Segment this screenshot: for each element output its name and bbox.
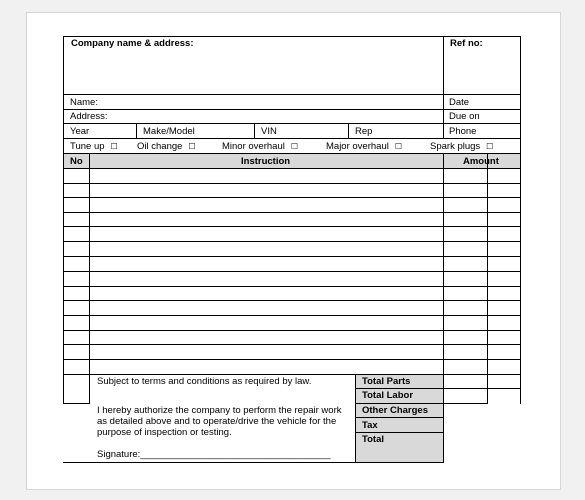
grid-line-horizontal (63, 123, 521, 124)
due-on-field[interactable]: Due on (449, 111, 480, 122)
grid-line-horizontal (63, 197, 521, 198)
grid-line-horizontal (63, 374, 521, 375)
grid-line-vertical (89, 374, 90, 403)
address-field[interactable]: Address: (70, 111, 108, 122)
grid-line-horizontal (63, 168, 521, 169)
grid-line-vertical (348, 123, 349, 138)
service-minor-overhaul[interactable]: Minor overhaul ☐ (222, 141, 299, 152)
grid-line-horizontal (355, 403, 488, 404)
make-model-field[interactable]: Make/Model (143, 126, 195, 137)
grid-line-horizontal (63, 212, 521, 213)
grid-line-vertical (89, 153, 90, 374)
grid-line-horizontal (355, 432, 444, 433)
grid-line-vertical (254, 123, 255, 138)
grid-line-horizontal (63, 403, 90, 404)
signature-field[interactable]: Signature:____________________________________ (97, 449, 331, 460)
grid-line-horizontal (63, 109, 521, 110)
vin-field[interactable]: VIN (261, 126, 277, 137)
grid-line-horizontal (355, 417, 444, 418)
grid-line-horizontal (63, 344, 521, 345)
grid-line-horizontal (63, 315, 521, 316)
company-label: Company name & address: (71, 38, 194, 49)
total-labor-label: Total Labor (362, 390, 414, 401)
service-spark-plugs[interactable]: Spark plugs ☐ (430, 141, 494, 152)
grid-line-horizontal (63, 300, 521, 301)
grid-line-vertical (63, 36, 64, 404)
service-oil-change[interactable]: Oil change ☐ (137, 141, 196, 152)
grid-line-horizontal (63, 256, 521, 257)
grid-line-horizontal (63, 153, 521, 154)
grid-line-horizontal (63, 94, 521, 95)
ref-no-label: Ref no: (450, 38, 483, 49)
grid-line-horizontal (63, 286, 521, 287)
col-instruction-header: Instruction (241, 156, 291, 167)
grid-line-vertical (136, 123, 137, 138)
grid-line-horizontal (63, 271, 521, 272)
service-tune-up[interactable]: Tune up ☐ (70, 141, 118, 152)
grid-line-vertical (487, 153, 488, 404)
terms-text: Subject to terms and conditions as required by law. (97, 376, 312, 387)
tax-label: Tax (362, 420, 378, 431)
other-charges-label: Other Charges (362, 405, 428, 416)
grid-line-horizontal (63, 226, 521, 227)
name-field[interactable]: Name: (70, 97, 98, 108)
col-no-header: No (70, 156, 83, 167)
checkbox-icon[interactable]: ☐ (110, 142, 118, 151)
service-major-overhaul[interactable]: Major overhaul ☐ (326, 141, 403, 152)
date-field[interactable]: Date (449, 97, 470, 108)
grid-line-horizontal (63, 462, 444, 463)
grid-line-vertical (520, 36, 521, 404)
grid-line-horizontal (63, 359, 521, 360)
checkbox-icon[interactable]: ☐ (394, 142, 403, 151)
col-amount-header: Amount (463, 156, 499, 167)
grid-line-horizontal (63, 330, 521, 331)
authorization-line-3: purpose of inspection or testing. (97, 427, 232, 438)
total-label: Total (362, 434, 384, 445)
authorization-line-2: as detailed above and to operate/drive the vehicle for the (97, 416, 337, 427)
authorization-line-1: I hereby authorize the company to perform the repair work (97, 405, 342, 416)
checkbox-icon[interactable]: ☐ (290, 142, 299, 151)
grid-line-horizontal (63, 138, 521, 139)
table-header-band (64, 154, 520, 168)
phone-field[interactable]: Phone (449, 126, 477, 137)
total-parts-label: Total Parts (362, 376, 411, 387)
grid-line-horizontal (63, 183, 521, 184)
rep-field[interactable]: Rep (355, 126, 373, 137)
checkbox-icon[interactable]: ☐ (486, 142, 494, 151)
grid-line-horizontal (63, 36, 521, 37)
grid-line-vertical (443, 94, 444, 138)
year-field[interactable]: Year (70, 126, 90, 137)
grid-line-vertical (443, 153, 444, 374)
grid-line-horizontal (355, 388, 521, 389)
grid-line-vertical (443, 36, 444, 94)
checkbox-icon[interactable]: ☐ (188, 142, 196, 151)
grid-line-horizontal (63, 241, 521, 242)
